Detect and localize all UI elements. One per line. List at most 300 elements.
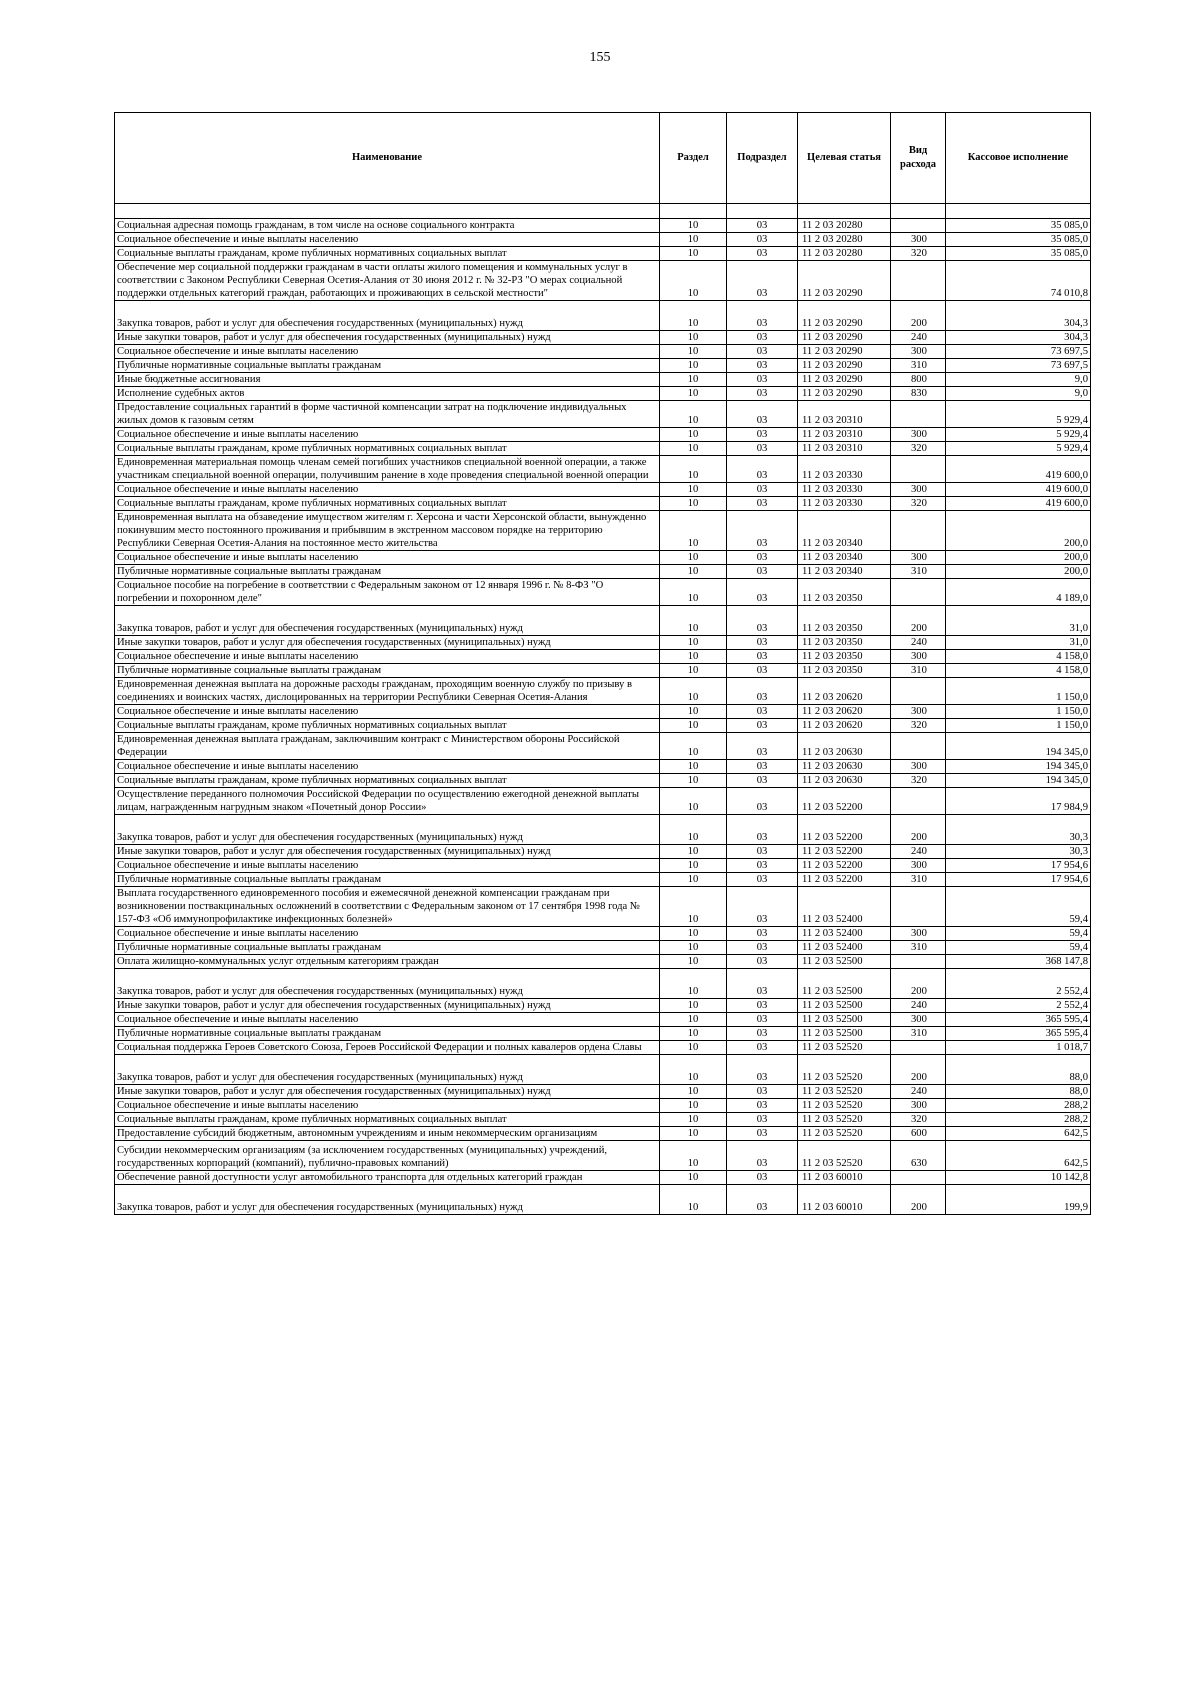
header-tselevaya: Целевая статья bbox=[798, 113, 891, 204]
cell-tselevaya: 11 2 03 20330 bbox=[798, 497, 891, 511]
cell-vid: 300 bbox=[891, 760, 946, 774]
cell-vid bbox=[891, 733, 946, 760]
cell-podrazdel: 03 bbox=[727, 845, 798, 859]
cell-tselevaya: 11 2 03 52520 bbox=[798, 1141, 891, 1171]
cell-razdel: 10 bbox=[660, 733, 727, 760]
cell-razdel: 10 bbox=[660, 636, 727, 650]
cell-vid: 830 bbox=[891, 387, 946, 401]
cell-vid: 240 bbox=[891, 636, 946, 650]
table-row bbox=[115, 859, 1091, 873]
cell-name: Обеспечение равной доступности услуг автомобильного транспорта для отдельных категорий граждан bbox=[115, 1171, 660, 1185]
cell-name: Предоставление субсидий бюджетным, автономным учреждениям и иным некоммерческим организациям bbox=[115, 1127, 660, 1141]
table-row bbox=[115, 774, 1091, 788]
cell-razdel: 10 bbox=[660, 1185, 727, 1215]
cell-tselevaya: 11 2 03 20310 bbox=[798, 442, 891, 456]
cell-ispolnenie: 419 600,0 bbox=[946, 483, 1091, 497]
table-row bbox=[115, 733, 1091, 760]
cell-name: Социальное обеспечение и иные выплаты населению bbox=[115, 705, 660, 719]
cell-vid: 240 bbox=[891, 845, 946, 859]
cell-tselevaya: 11 2 03 20290 bbox=[798, 301, 891, 331]
cell-name: Субсидии некоммерческим организациям (за исключением государственных (муниципальных) учреждений, государственных корпораций (компаний), публично-правовых компаний) bbox=[115, 1141, 660, 1171]
header-podrazdel: Подраздел bbox=[727, 113, 798, 204]
cell-ispolnenie: 88,0 bbox=[946, 1085, 1091, 1099]
cell-tselevaya: 11 2 03 52500 bbox=[798, 1027, 891, 1041]
cell-ispolnenie: 199,9 bbox=[946, 1185, 1091, 1215]
cell-ispolnenie: 194 345,0 bbox=[946, 733, 1091, 760]
table-row bbox=[115, 873, 1091, 887]
cell-tselevaya: 11 2 03 52200 bbox=[798, 845, 891, 859]
cell-podrazdel: 03 bbox=[727, 1099, 798, 1113]
cell-tselevaya: 11 2 03 20330 bbox=[798, 456, 891, 483]
cell-vid: 240 bbox=[891, 331, 946, 345]
cell-podrazdel: 03 bbox=[727, 565, 798, 579]
cell-vid: 240 bbox=[891, 1085, 946, 1099]
cell-tselevaya: 11 2 03 20630 bbox=[798, 733, 891, 760]
table-row bbox=[115, 1027, 1091, 1041]
cell-razdel: 10 bbox=[660, 565, 727, 579]
cell-podrazdel: 03 bbox=[727, 219, 798, 233]
table-row bbox=[115, 219, 1091, 233]
cell-ispolnenie: 368 147,8 bbox=[946, 955, 1091, 969]
cell-razdel: 10 bbox=[660, 1027, 727, 1041]
cell-razdel: 10 bbox=[660, 760, 727, 774]
cell-ispolnenie: 1 150,0 bbox=[946, 678, 1091, 705]
cell-ispolnenie: 5 929,4 bbox=[946, 401, 1091, 428]
cell-vid bbox=[891, 261, 946, 301]
cell-ispolnenie: 73 697,5 bbox=[946, 345, 1091, 359]
cell-vid: 200 bbox=[891, 1055, 946, 1085]
cell-razdel: 10 bbox=[660, 887, 727, 927]
cell-razdel: 10 bbox=[660, 1013, 727, 1027]
table-row bbox=[115, 1141, 1091, 1171]
cell-razdel: 10 bbox=[660, 387, 727, 401]
table-row bbox=[115, 927, 1091, 941]
cell-vid: 320 bbox=[891, 774, 946, 788]
cell-vid: 200 bbox=[891, 606, 946, 636]
cell-vid: 320 bbox=[891, 247, 946, 261]
cell-name: Социальное обеспечение и иные выплаты населению bbox=[115, 1013, 660, 1027]
cell-name: Закупка товаров, работ и услуг для обеспечения государственных (муниципальных) нужд bbox=[115, 606, 660, 636]
cell-tselevaya: 11 2 03 52520 bbox=[798, 1041, 891, 1055]
cell-tselevaya: 11 2 03 52520 bbox=[798, 1127, 891, 1141]
cell-name: Социальное обеспечение и иные выплаты населению bbox=[115, 551, 660, 565]
cell-vid bbox=[891, 456, 946, 483]
cell-podrazdel: 03 bbox=[727, 650, 798, 664]
cell-podrazdel: 03 bbox=[727, 442, 798, 456]
cell-ispolnenie: 200,0 bbox=[946, 565, 1091, 579]
cell-podrazdel: 03 bbox=[727, 1185, 798, 1215]
table-row bbox=[115, 650, 1091, 664]
cell-razdel: 10 bbox=[660, 845, 727, 859]
cell-razdel: 10 bbox=[660, 1085, 727, 1099]
cell-razdel: 10 bbox=[660, 664, 727, 678]
cell-podrazdel: 03 bbox=[727, 927, 798, 941]
page-number: 155 bbox=[589, 50, 611, 65]
cell-tselevaya: 11 2 03 52400 bbox=[798, 887, 891, 927]
cell-podrazdel: 03 bbox=[727, 969, 798, 999]
table-row bbox=[115, 969, 1091, 999]
cell-name: Закупка товаров, работ и услуг для обеспечения государственных (муниципальных) нужд bbox=[115, 815, 660, 845]
cell-vid: 600 bbox=[891, 1127, 946, 1141]
cell-razdel: 10 bbox=[660, 788, 727, 815]
cell-name: Социальное обеспечение и иные выплаты населению bbox=[115, 483, 660, 497]
cell-name: Закупка товаров, работ и услуг для обеспечения государственных (муниципальных) нужд bbox=[115, 1055, 660, 1085]
cell-ispolnenie: 4 189,0 bbox=[946, 579, 1091, 606]
cell-vid bbox=[891, 788, 946, 815]
cell-ispolnenie: 31,0 bbox=[946, 606, 1091, 636]
cell-vid bbox=[891, 219, 946, 233]
cell-razdel: 10 bbox=[660, 650, 727, 664]
cell-name: Иные закупки товаров, работ и услуг для обеспечения государственных (муниципальных) нужд bbox=[115, 845, 660, 859]
cell-podrazdel: 03 bbox=[727, 483, 798, 497]
cell-ispolnenie: 200,0 bbox=[946, 551, 1091, 565]
cell-razdel: 10 bbox=[660, 705, 727, 719]
cell-razdel: 10 bbox=[660, 359, 727, 373]
table-row bbox=[115, 359, 1091, 373]
cell-name: Социальное обеспечение и иные выплаты населению bbox=[115, 927, 660, 941]
cell-razdel: 10 bbox=[660, 247, 727, 261]
cell-podrazdel: 03 bbox=[727, 233, 798, 247]
cell-name: Публичные нормативные социальные выплаты гражданам bbox=[115, 1027, 660, 1041]
cell-tselevaya: 11 2 03 52500 bbox=[798, 999, 891, 1013]
cell-vid: 300 bbox=[891, 1013, 946, 1027]
cell-name: Иные закупки товаров, работ и услуг для обеспечения государственных (муниципальных) нужд bbox=[115, 999, 660, 1013]
cell-vid: 300 bbox=[891, 1099, 946, 1113]
cell-tselevaya: 11 2 03 20630 bbox=[798, 760, 891, 774]
cell-tselevaya: 11 2 03 20290 bbox=[798, 373, 891, 387]
cell-podrazdel: 03 bbox=[727, 1027, 798, 1041]
table-row bbox=[115, 1085, 1091, 1099]
table-row bbox=[115, 999, 1091, 1013]
cell-name: Социальные выплаты гражданам, кроме публичных нормативных социальных выплат bbox=[115, 1113, 660, 1127]
header-row bbox=[115, 113, 1091, 204]
cell-razdel: 10 bbox=[660, 1055, 727, 1085]
cell-razdel: 10 bbox=[660, 579, 727, 606]
cell-ispolnenie: 419 600,0 bbox=[946, 497, 1091, 511]
cell-ispolnenie: 5 929,4 bbox=[946, 442, 1091, 456]
cell-podrazdel: 03 bbox=[727, 331, 798, 345]
cell-name: Публичные нормативные социальные выплаты гражданам bbox=[115, 565, 660, 579]
table-row bbox=[115, 442, 1091, 456]
cell-ispolnenie: 288,2 bbox=[946, 1099, 1091, 1113]
table-row bbox=[115, 1171, 1091, 1185]
cell-vid: 320 bbox=[891, 719, 946, 733]
cell-ispolnenie: 304,3 bbox=[946, 331, 1091, 345]
cell-tselevaya: 11 2 03 20630 bbox=[798, 774, 891, 788]
cell-tselevaya: 11 2 03 20340 bbox=[798, 551, 891, 565]
table-row bbox=[115, 1127, 1091, 1141]
cell-podrazdel: 03 bbox=[727, 1085, 798, 1099]
cell-tselevaya: 11 2 03 52500 bbox=[798, 955, 891, 969]
cell-ispolnenie: 31,0 bbox=[946, 636, 1091, 650]
cell-razdel: 10 bbox=[660, 233, 727, 247]
cell-vid bbox=[891, 579, 946, 606]
cell-tselevaya: 11 2 03 52200 bbox=[798, 859, 891, 873]
cell-tselevaya: 11 2 03 52520 bbox=[798, 1113, 891, 1127]
cell-podrazdel: 03 bbox=[727, 301, 798, 331]
cell-name: Иные закупки товаров, работ и услуг для обеспечения государственных (муниципальных) нужд bbox=[115, 636, 660, 650]
cell-podrazdel: 03 bbox=[727, 815, 798, 845]
table-row bbox=[115, 511, 1091, 551]
table-row bbox=[115, 815, 1091, 845]
cell-tselevaya: 11 2 03 20620 bbox=[798, 705, 891, 719]
cell-name: Иные бюджетные ассигнования bbox=[115, 373, 660, 387]
cell-vid bbox=[891, 511, 946, 551]
cell-tselevaya: 11 2 03 60010 bbox=[798, 1185, 891, 1215]
cell-tselevaya: 11 2 03 20280 bbox=[798, 233, 891, 247]
header-name: Наименование bbox=[115, 113, 660, 204]
table-row bbox=[115, 565, 1091, 579]
cell-vid: 200 bbox=[891, 1185, 946, 1215]
cell-podrazdel: 03 bbox=[727, 261, 798, 301]
cell-podrazdel: 03 bbox=[727, 456, 798, 483]
cell-razdel: 10 bbox=[660, 969, 727, 999]
cell-name: Социальное обеспечение и иные выплаты населению bbox=[115, 859, 660, 873]
cell-tselevaya: 11 2 03 20290 bbox=[798, 331, 891, 345]
cell-ispolnenie: 17 954,6 bbox=[946, 859, 1091, 873]
cell-razdel: 10 bbox=[660, 927, 727, 941]
cell-name: Социальные выплаты гражданам, кроме публичных нормативных социальных выплат bbox=[115, 497, 660, 511]
cell-razdel: 10 bbox=[660, 551, 727, 565]
cell-vid: 300 bbox=[891, 650, 946, 664]
cell-ispolnenie: 9,0 bbox=[946, 373, 1091, 387]
cell-vid: 300 bbox=[891, 345, 946, 359]
cell-ispolnenie: 200,0 bbox=[946, 511, 1091, 551]
cell-name: Обеспечение мер социальной поддержки гражданам в части оплаты жилого помещения и коммунальных услуг в соответствии с Законом Республики Северная Осетия-Алания от 30 июня 2012 г. № 32-РЗ "О мерах социальной поддержки отдельных категорий граждан, работающих и проживающих в сельской местности" bbox=[115, 261, 660, 301]
cell-ispolnenie: 35 085,0 bbox=[946, 233, 1091, 247]
cell-podrazdel: 03 bbox=[727, 887, 798, 927]
cell-name: Публичные нормативные социальные выплаты гражданам bbox=[115, 359, 660, 373]
cell-vid: 800 bbox=[891, 373, 946, 387]
cell-tselevaya: 11 2 03 52200 bbox=[798, 815, 891, 845]
cell-name: Оплата жилищно-коммунальных услуг отдельным категориям граждан bbox=[115, 955, 660, 969]
cell-ispolnenie: 30,3 bbox=[946, 815, 1091, 845]
table-header bbox=[115, 113, 1091, 219]
cell-podrazdel: 03 bbox=[727, 1055, 798, 1085]
cell-razdel: 10 bbox=[660, 873, 727, 887]
cell-razdel: 10 bbox=[660, 331, 727, 345]
table-row bbox=[115, 1185, 1091, 1215]
cell-ispolnenie: 9,0 bbox=[946, 387, 1091, 401]
cell-ispolnenie: 74 010,8 bbox=[946, 261, 1091, 301]
table-row bbox=[115, 261, 1091, 301]
cell-tselevaya: 11 2 03 20350 bbox=[798, 664, 891, 678]
cell-tselevaya: 11 2 03 52200 bbox=[798, 873, 891, 887]
cell-name: Социальное обеспечение и иные выплаты населению bbox=[115, 345, 660, 359]
cell-razdel: 10 bbox=[660, 1171, 727, 1185]
cell-vid: 320 bbox=[891, 497, 946, 511]
table-row bbox=[115, 719, 1091, 733]
cell-name: Социальное обеспечение и иные выплаты населению bbox=[115, 760, 660, 774]
cell-name: Осуществление переданного полномочия Российской Федерации по осуществлению ежегодной денежной выплаты лицам, награжденным нагрудным знаком «Почетный донор России» bbox=[115, 788, 660, 815]
cell-name: Закупка товаров, работ и услуг для обеспечения государственных (муниципальных) нужд bbox=[115, 1185, 660, 1215]
cell-podrazdel: 03 bbox=[727, 579, 798, 606]
cell-podrazdel: 03 bbox=[727, 678, 798, 705]
cell-razdel: 10 bbox=[660, 456, 727, 483]
cell-ispolnenie: 419 600,0 bbox=[946, 456, 1091, 483]
cell-name: Единовременная денежная выплата на дорожные расходы гражданам, проходящим военную службу по призыву в соединениях и воинских частях, дислоцированных на территории Республики Северная Осетия-Алания bbox=[115, 678, 660, 705]
cell-vid: 310 bbox=[891, 1027, 946, 1041]
cell-tselevaya: 11 2 03 20340 bbox=[798, 565, 891, 579]
cell-name: Социальное обеспечение и иные выплаты населению bbox=[115, 233, 660, 247]
table-row bbox=[115, 1099, 1091, 1113]
cell-podrazdel: 03 bbox=[727, 859, 798, 873]
cell-podrazdel: 03 bbox=[727, 497, 798, 511]
table-row bbox=[115, 301, 1091, 331]
cell-podrazdel: 03 bbox=[727, 719, 798, 733]
table-row bbox=[115, 1055, 1091, 1085]
cell-name: Единовременная материальная помощь членам семей погибших участников специальной военной операции, а также участникам специальной военной операции, получившим ранение в ходе проведения специальной военной операции bbox=[115, 456, 660, 483]
cell-razdel: 10 bbox=[660, 511, 727, 551]
table-row bbox=[115, 551, 1091, 565]
cell-tselevaya: 11 2 03 52500 bbox=[798, 969, 891, 999]
cell-podrazdel: 03 bbox=[727, 941, 798, 955]
cell-razdel: 10 bbox=[660, 774, 727, 788]
cell-ispolnenie: 1 150,0 bbox=[946, 719, 1091, 733]
cell-vid: 200 bbox=[891, 815, 946, 845]
cell-podrazdel: 03 bbox=[727, 1013, 798, 1027]
cell-ispolnenie: 365 595,4 bbox=[946, 1027, 1091, 1041]
cell-podrazdel: 03 bbox=[727, 551, 798, 565]
cell-ispolnenie: 194 345,0 bbox=[946, 760, 1091, 774]
cell-name: Закупка товаров, работ и услуг для обеспечения государственных (муниципальных) нужд bbox=[115, 301, 660, 331]
table-row bbox=[115, 456, 1091, 483]
cell-podrazdel: 03 bbox=[727, 1041, 798, 1055]
cell-vid: 310 bbox=[891, 359, 946, 373]
cell-vid: 310 bbox=[891, 664, 946, 678]
cell-podrazdel: 03 bbox=[727, 664, 798, 678]
cell-ispolnenie: 59,4 bbox=[946, 941, 1091, 955]
cell-vid: 320 bbox=[891, 442, 946, 456]
table-row bbox=[115, 233, 1091, 247]
cell-podrazdel: 03 bbox=[727, 1127, 798, 1141]
cell-name: Социальная адресная помощь гражданам, в том числе на основе социального контракта bbox=[115, 219, 660, 233]
cell-vid: 310 bbox=[891, 565, 946, 579]
cell-ispolnenie: 2 552,4 bbox=[946, 969, 1091, 999]
cell-ispolnenie: 642,5 bbox=[946, 1141, 1091, 1171]
cell-razdel: 10 bbox=[660, 442, 727, 456]
cell-ispolnenie: 2 552,4 bbox=[946, 999, 1091, 1013]
cell-razdel: 10 bbox=[660, 497, 727, 511]
cell-podrazdel: 03 bbox=[727, 1113, 798, 1127]
cell-ispolnenie: 59,4 bbox=[946, 887, 1091, 927]
table-row bbox=[115, 373, 1091, 387]
cell-podrazdel: 03 bbox=[727, 705, 798, 719]
cell-name: Публичные нормативные социальные выплаты гражданам bbox=[115, 664, 660, 678]
cell-podrazdel: 03 bbox=[727, 733, 798, 760]
table-row bbox=[115, 636, 1091, 650]
cell-ispolnenie: 35 085,0 bbox=[946, 219, 1091, 233]
cell-vid: 310 bbox=[891, 941, 946, 955]
cell-tselevaya: 11 2 03 20280 bbox=[798, 219, 891, 233]
cell-tselevaya: 11 2 03 52400 bbox=[798, 927, 891, 941]
table-row bbox=[115, 788, 1091, 815]
table-row bbox=[115, 887, 1091, 927]
cell-razdel: 10 bbox=[660, 606, 727, 636]
cell-vid bbox=[891, 678, 946, 705]
cell-ispolnenie: 1 018,7 bbox=[946, 1041, 1091, 1055]
cell-razdel: 10 bbox=[660, 999, 727, 1013]
cell-podrazdel: 03 bbox=[727, 359, 798, 373]
cell-razdel: 10 bbox=[660, 261, 727, 301]
cell-ispolnenie: 4 158,0 bbox=[946, 664, 1091, 678]
cell-ispolnenie: 59,4 bbox=[946, 927, 1091, 941]
table-row bbox=[115, 678, 1091, 705]
header-spacer-row bbox=[115, 204, 1091, 219]
cell-ispolnenie: 30,3 bbox=[946, 845, 1091, 859]
cell-podrazdel: 03 bbox=[727, 606, 798, 636]
cell-tselevaya: 11 2 03 52400 bbox=[798, 941, 891, 955]
cell-razdel: 10 bbox=[660, 941, 727, 955]
cell-name: Социальная поддержка Героев Советского Союза, Героев Российской Федерации и полных кавалеров ордена Славы bbox=[115, 1041, 660, 1055]
cell-vid: 300 bbox=[891, 551, 946, 565]
cell-podrazdel: 03 bbox=[727, 373, 798, 387]
table-row bbox=[115, 497, 1091, 511]
cell-podrazdel: 03 bbox=[727, 760, 798, 774]
cell-ispolnenie: 288,2 bbox=[946, 1113, 1091, 1127]
cell-ispolnenie: 4 158,0 bbox=[946, 650, 1091, 664]
cell-ispolnenie: 304,3 bbox=[946, 301, 1091, 331]
cell-tselevaya: 11 2 03 20310 bbox=[798, 428, 891, 442]
cell-name: Публичные нормативные социальные выплаты гражданам bbox=[115, 941, 660, 955]
cell-vid: 310 bbox=[891, 873, 946, 887]
cell-vid: 200 bbox=[891, 969, 946, 999]
cell-name: Социальные выплаты гражданам, кроме публичных нормативных социальных выплат bbox=[115, 247, 660, 261]
cell-name: Социальные выплаты гражданам, кроме публичных нормативных социальных выплат bbox=[115, 774, 660, 788]
cell-name: Публичные нормативные социальные выплаты гражданам bbox=[115, 873, 660, 887]
cell-vid bbox=[891, 1041, 946, 1055]
cell-ispolnenie: 10 142,8 bbox=[946, 1171, 1091, 1185]
cell-name: Социальное обеспечение и иные выплаты населению bbox=[115, 1099, 660, 1113]
cell-name: Единовременная денежная выплата гражданам, заключившим контракт с Министерством обороны Российской Федерации bbox=[115, 733, 660, 760]
cell-podrazdel: 03 bbox=[727, 401, 798, 428]
cell-vid: 300 bbox=[891, 233, 946, 247]
cell-vid: 300 bbox=[891, 483, 946, 497]
cell-razdel: 10 bbox=[660, 373, 727, 387]
cell-tselevaya: 11 2 03 20290 bbox=[798, 359, 891, 373]
table-row bbox=[115, 483, 1091, 497]
table-row bbox=[115, 606, 1091, 636]
cell-podrazdel: 03 bbox=[727, 999, 798, 1013]
cell-name: Социальное пособие на погребение в соответствии с Федеральным законом от 12 января 1996 г. № 8-ФЗ "О погребении и похоронном деле" bbox=[115, 579, 660, 606]
table-row bbox=[115, 760, 1091, 774]
cell-tselevaya: 11 2 03 20330 bbox=[798, 483, 891, 497]
table-row bbox=[115, 428, 1091, 442]
cell-vid bbox=[891, 1171, 946, 1185]
cell-tselevaya: 11 2 03 20620 bbox=[798, 678, 891, 705]
cell-razdel: 10 bbox=[660, 955, 727, 969]
header-ispolnenie: Кассовое исполнение bbox=[946, 113, 1091, 204]
cell-tselevaya: 11 2 03 20340 bbox=[798, 511, 891, 551]
cell-podrazdel: 03 bbox=[727, 387, 798, 401]
cell-tselevaya: 11 2 03 20350 bbox=[798, 606, 891, 636]
cell-tselevaya: 11 2 03 52520 bbox=[798, 1099, 891, 1113]
cell-tselevaya: 11 2 03 20350 bbox=[798, 636, 891, 650]
cell-podrazdel: 03 bbox=[727, 788, 798, 815]
cell-ispolnenie: 73 697,5 bbox=[946, 359, 1091, 373]
table-row bbox=[115, 941, 1091, 955]
cell-tselevaya: 11 2 03 20350 bbox=[798, 650, 891, 664]
cell-name: Выплата государственного единовременного пособия и ежемесячной денежной компенсации гражданам при возникновении поствакцинальных осложнений в соответствии с Федеральным законом от 17 сентября 1998 года № 157-ФЗ «Об иммунопрофилактике инфекционных болезней» bbox=[115, 887, 660, 927]
cell-podrazdel: 03 bbox=[727, 873, 798, 887]
cell-ispolnenie: 88,0 bbox=[946, 1055, 1091, 1085]
cell-vid bbox=[891, 401, 946, 428]
cell-razdel: 10 bbox=[660, 483, 727, 497]
cell-razdel: 10 bbox=[660, 1127, 727, 1141]
cell-razdel: 10 bbox=[660, 345, 727, 359]
cell-name: Исполнение судебных актов bbox=[115, 387, 660, 401]
cell-razdel: 10 bbox=[660, 401, 727, 428]
